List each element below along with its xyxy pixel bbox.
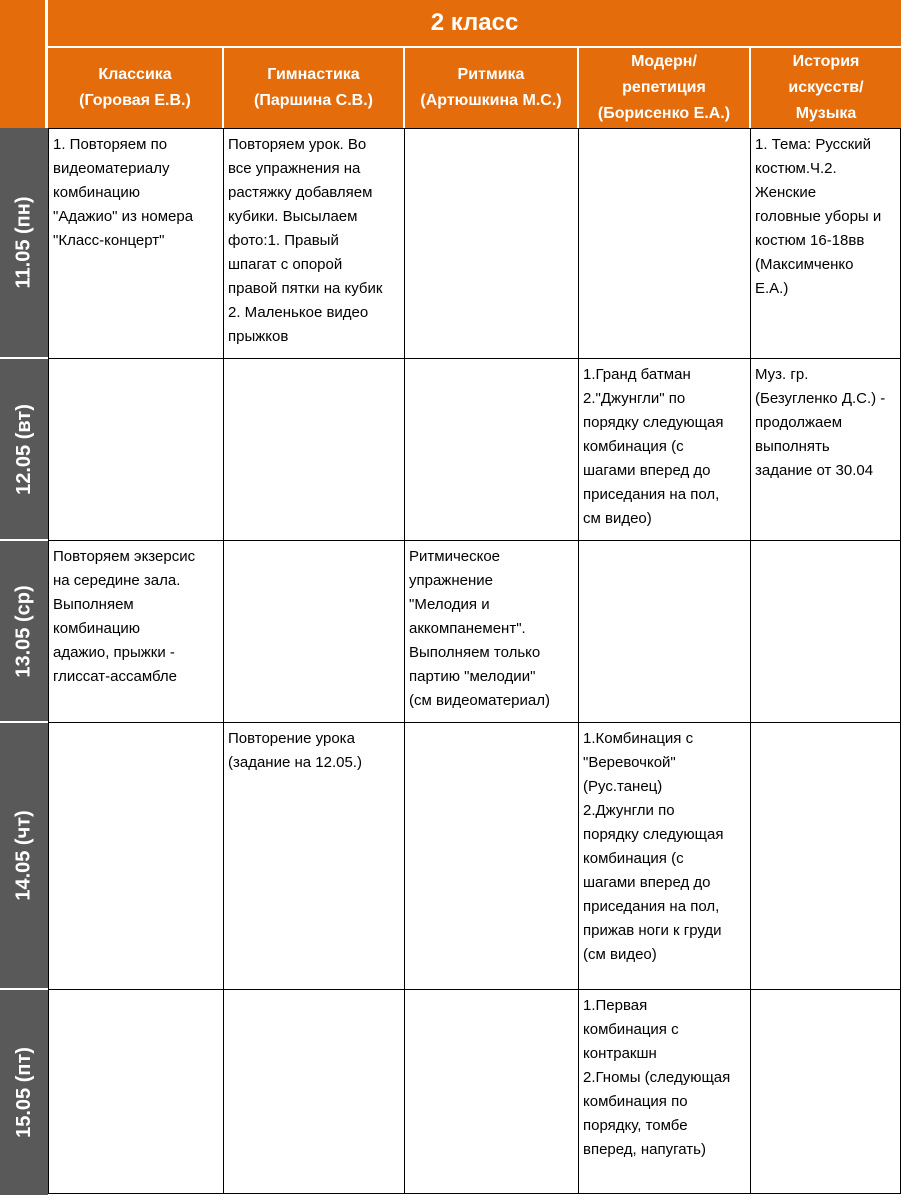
table-cell [579,990,750,1193]
table-cell [579,723,750,989]
day-label: 11.05 (пн) [12,196,35,289]
day-label: 15.05 (пт) [12,1047,35,1138]
column-header-modern [579,48,751,128]
day-label: 13.05 (ср) [12,584,35,678]
column-header-line: репетиция [622,79,706,96]
column-header-line: (Борисенко Е.А.) [597,105,731,122]
column-header-line: (Артюшкина М.С.) [420,92,562,109]
grid-line [48,1193,901,1194]
day-label: 14.05 (чт) [12,810,35,901]
column-header-klassika [48,48,224,128]
table-cell [405,129,578,358]
cell-text: Повторяем экзерсис на середине зала. Выполняем комбинацию адажио, прыжки - глиссат-ассамбле [53,548,196,685]
cell-text: 1.Комбинация с "Веревочкой" (Рус.танец) 2.Джунгли по порядку следующая комбинация (с шагами вперед до приседания на пол, прижав ноги к груди (см видео) [583,730,724,963]
table-cell [751,129,900,358]
day-cell-wednesday [0,541,48,723]
table-cell [751,723,900,989]
table-cell [49,129,223,358]
day-cell-friday [0,990,48,1195]
table-title: 2 класс [48,0,901,48]
table-cell [405,541,578,722]
cell-text: 1. Тема: Русский костюм.Ч.2. Женские головные уборы и костюм 16-18вв (Максимченко Е.А.) [755,136,882,297]
cell-text: Муз. гр. (Безугленко Д.С.) - продолжаем выполнять задание от 30.04 [755,366,886,479]
table-cell [405,359,578,540]
cell-text: Повторяем урок. Во все упражнения на растяжку добавляем кубики. Высылаем фото:1. Правый шпагат с опорой правой пятки на кубик 2. Маленькое видео прыжков [228,136,383,345]
table-cell [224,359,404,540]
table-cell [751,990,900,1193]
column-header-line: История [792,53,860,70]
table-cell [49,990,223,1193]
table-cell [49,541,223,722]
table-cell [49,359,223,540]
day-label: 12.05 (вт) [12,403,35,495]
table-cell [579,359,750,540]
column-header-line: Гимнастика [267,66,360,83]
column-header-line: Модерн/ [631,53,697,70]
table-cell [579,129,750,358]
cell-text: Ритмическое упражнение "Мелодия и аккомпанемент". Выполняем только партию "мелодии" (см видеоматериал) [409,548,550,709]
table-cell [405,723,578,989]
cell-text: 1.Гранд батман 2."Джунгли" по порядку следующая комбинация (с шагами вперед до приседания на пол, см видео) [583,366,724,527]
table-cell [579,541,750,722]
column-header-istoriya [751,48,901,128]
column-header-ritmika [405,48,579,128]
table-cell [405,990,578,1193]
column-header-line: искусств/ [788,79,864,96]
column-header-line: Музыка [795,105,857,122]
column-header-line: Ритмика [457,66,525,83]
column-header-line: (Горовая Е.В.) [79,92,191,109]
column-header-line: (Паршина С.В.) [253,92,373,109]
table-cell [49,723,223,989]
cell-text: 1. Повторяем по видеоматериалу комбинацию "Адажио" из номера "Класс-концерт" [53,136,194,249]
column-header-line: Классика [98,66,172,83]
table-cell [751,359,900,540]
table-cell [224,129,404,358]
cell-text: 1.Первая комбинация с контракшн 2.Гномы (следующая комбинация по порядку, томбе вперед, напугать) [583,997,731,1158]
table-cell [224,723,404,989]
table-cell [224,990,404,1193]
cell-text: Повторение урока (задание на 12.05.) [228,730,362,771]
corner-cell [0,0,47,128]
table-cell [224,541,404,722]
column-header-gimnastika [224,48,405,128]
day-cell-tuesday [0,359,48,541]
day-cell-monday [0,128,48,359]
day-cell-thursday [0,723,48,990]
table-cell [751,541,900,722]
